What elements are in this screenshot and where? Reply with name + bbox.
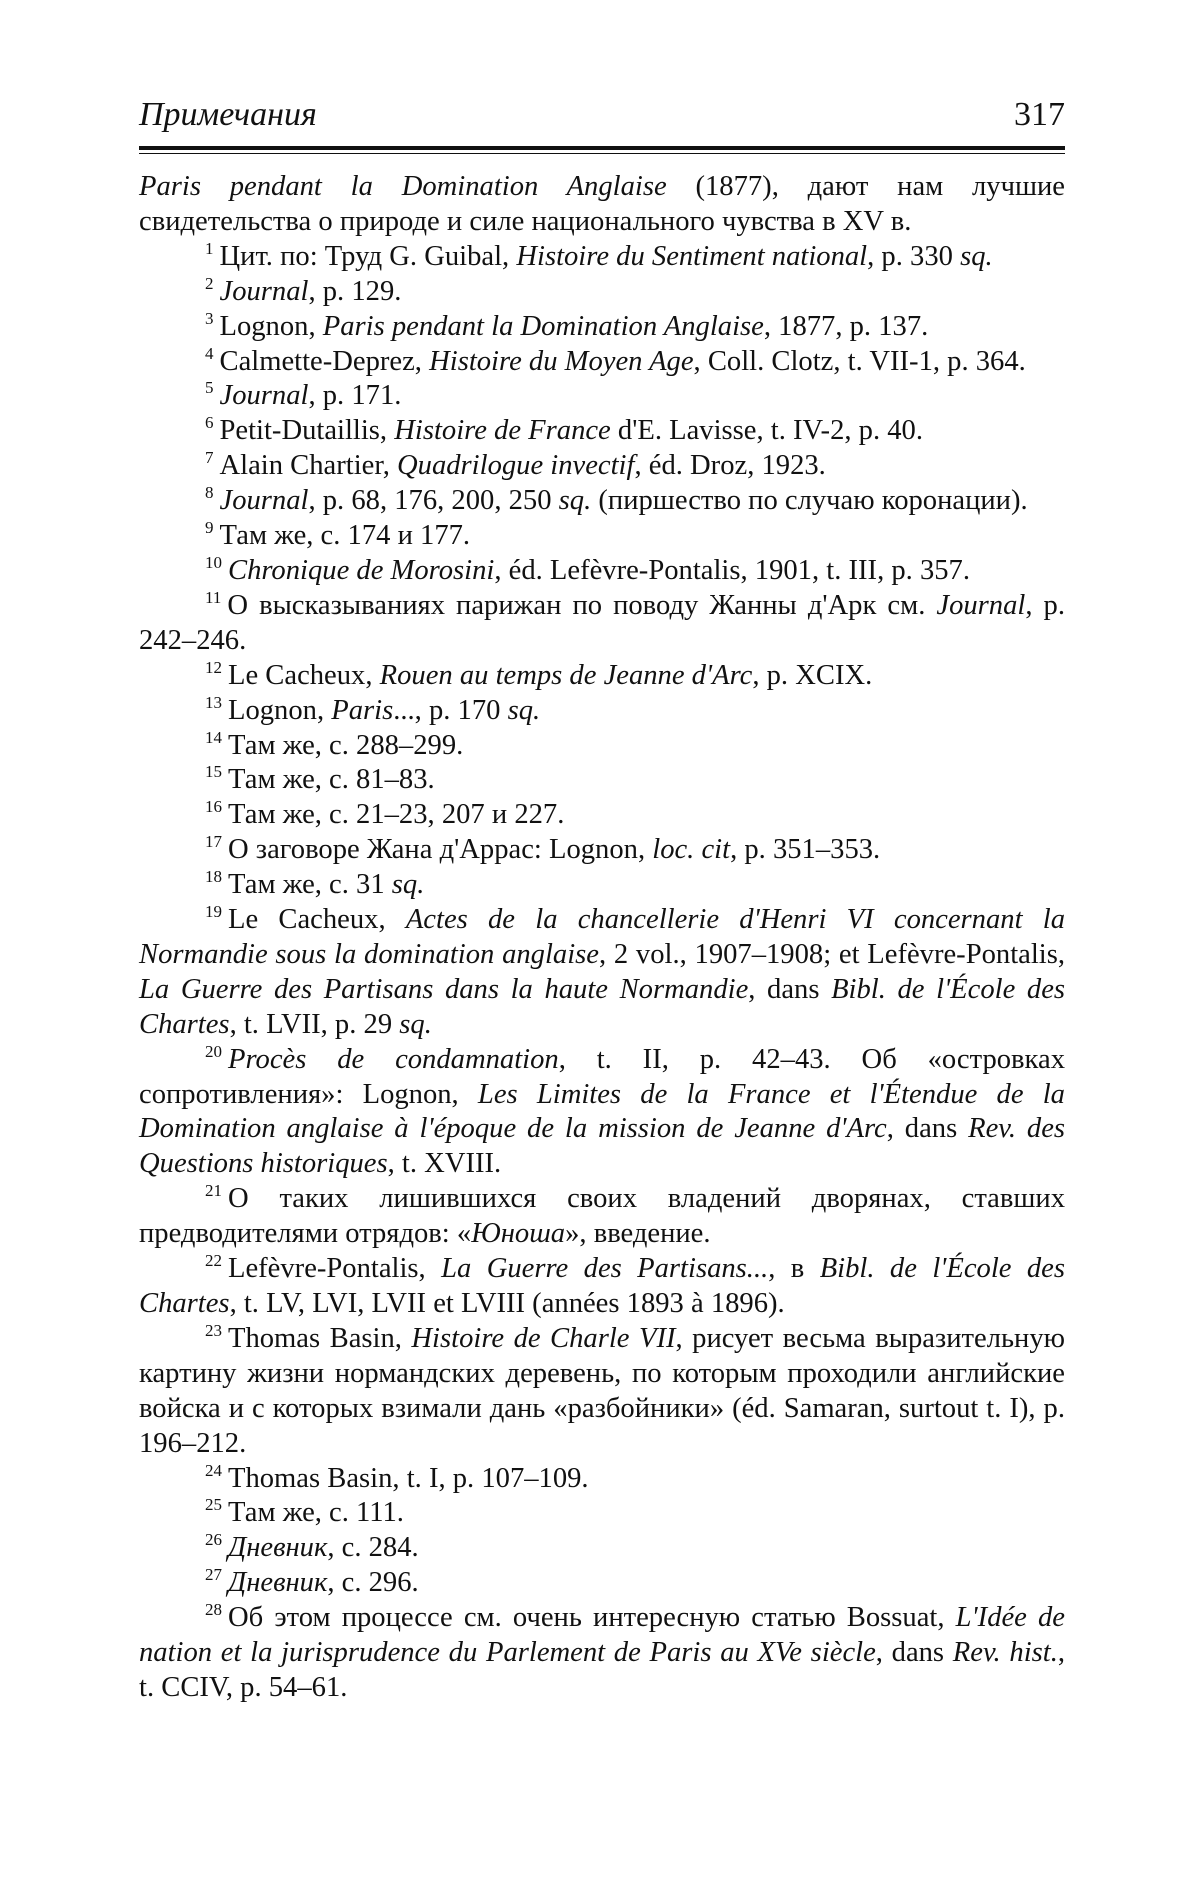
italic-text: Rouen au temps de Jeanne d'Arc (379, 659, 753, 691)
text-segment: Там же, с. 111. (228, 1497, 404, 1529)
footnote-item (139, 868, 1065, 903)
footnote-item (139, 310, 1065, 345)
text-segment: Цит. по: Труд G. Guibal, (219, 240, 517, 272)
italic-text: Chronique de Morosini (228, 554, 495, 586)
footnote-number: 27 (205, 1565, 222, 1585)
footnote-item (139, 763, 1065, 798)
italic-text: Дневник (228, 1532, 328, 1564)
footnote-number: 7 (205, 448, 214, 468)
text-segment: Lefèvre-Pontalis, (228, 1253, 442, 1285)
italic-text: Дневник (228, 1567, 328, 1599)
italic-text: Paris pendant la Domination Anglaise (139, 171, 667, 202)
italic-text: Journal (219, 485, 309, 517)
text-segment: , рисует весьма выразительную картину жизни нормандских деревень, по которым проходили английские войска и с которых взимали дань «разбойники» (éd. Samaran, surtout t. I), p. 196–212. (139, 1322, 1065, 1459)
italic-text: La Guerre des Partisans dans la haute Normandie (139, 973, 749, 1005)
text-segment: Об этом процессе см. очень интересную статью Bossuat, (228, 1602, 956, 1634)
footnote-item (139, 1252, 1065, 1322)
text-segment: , Coll. Clotz, t. VII-1, p. 364. (693, 345, 1026, 377)
text-segment: , t. CCIV, p. 54–61. (139, 1637, 1066, 1703)
text-segment: , p. 171. (308, 380, 402, 412)
italic-text: Bibl. de l'École des Chartes (139, 1253, 1065, 1319)
footnote-number: 21 (205, 1181, 222, 1201)
text-segment: , t. LV, LVI, LVII et LVIII (années 1893 à 1896). (229, 1288, 785, 1319)
text-segment: Calmette-Deprez, (219, 345, 430, 377)
footnote-number: 24 (205, 1460, 222, 1480)
footnote-number: 14 (205, 727, 222, 747)
text-segment: Там же, с. 288–299. (228, 729, 464, 761)
italic-text: Histoire de France (394, 415, 611, 447)
italic-text: Journal (936, 589, 1026, 621)
text-segment: О высказываниях парижан по поводу Жанны д'Арк см. (227, 589, 937, 621)
footnote-item (139, 589, 1065, 659)
text-segment: О заговоре Жана д'Аррас: Lognon, (228, 834, 653, 866)
footnote-item (139, 379, 1065, 414)
footnote-item (139, 1531, 1065, 1566)
text-segment: Там же, с. 31 (228, 869, 392, 901)
text-segment: , dans (886, 1113, 969, 1145)
footnote-number: 23 (205, 1320, 222, 1340)
italic-text: Paris (331, 694, 394, 726)
italic-text: Actes de la chancellerie d'Henri VI concernant la Normandie sous la domination anglaise (139, 904, 1066, 970)
page-header (139, 90, 1065, 150)
running-title: Примечания (139, 96, 317, 133)
footnote-item (139, 1566, 1065, 1601)
text-segment: Le Cacheux, (228, 904, 406, 936)
footnote-item (139, 659, 1065, 694)
italic-text: sq. (558, 485, 592, 517)
footnote-item (139, 798, 1065, 833)
footnote-item (139, 1182, 1065, 1252)
text-segment: d'E. Lavisse, t. IV-2, p. 40. (610, 415, 924, 447)
notes-list (139, 240, 1065, 1706)
footnote-item (139, 903, 1065, 1043)
footnote-number: 4 (205, 343, 214, 363)
text-segment: (пиршество по случаю коронации). (591, 485, 1028, 517)
footnote-number: 18 (205, 867, 222, 887)
footnote-item (139, 414, 1065, 449)
italic-text: Rev. des Questions historiques (139, 1113, 1066, 1180)
text-segment: Там же, с. 81–83. (228, 764, 435, 796)
footnote-item (139, 345, 1065, 380)
text-segment: Thomas Basin, (228, 1322, 412, 1354)
text-segment: , с. 296. (327, 1567, 419, 1599)
italic-text: Quadrilogue invectif (397, 450, 635, 482)
italic-text: Paris pendant la Domination Anglaise (322, 310, 764, 342)
footnote-number: 16 (205, 797, 222, 817)
text-segment: О таких лишившихся своих владений дворянах, ставших предводителями отрядов: « (139, 1183, 1065, 1250)
text-segment: Там же, с. 21–23, 207 и 227. (228, 799, 565, 831)
italic-text: Histoire du Moyen Age (429, 345, 694, 377)
footnote-number: 25 (205, 1495, 222, 1515)
footnote-number: 20 (205, 1041, 222, 1061)
italic-text: L'Idée de nation et la jurisprudence du Parlement de Paris au XVe siècle (139, 1602, 1065, 1669)
italic-text: sq. (960, 240, 993, 272)
footnote-number: 17 (205, 832, 222, 852)
text-segment: , t. LVII, p. 29 (229, 1008, 400, 1040)
text-segment: , p. 129. (308, 275, 402, 307)
footnote-number: 10 (205, 552, 222, 572)
text-segment: , dans (748, 973, 832, 1005)
footnote-number: 28 (205, 1600, 222, 1620)
footnote-item (139, 833, 1065, 868)
text-segment: , éd. Droz, 1923. (634, 450, 826, 482)
footnote-number: 19 (205, 902, 222, 922)
footnote-number: 15 (205, 762, 222, 782)
footnote-item (139, 1496, 1065, 1531)
footnote-item (139, 519, 1065, 554)
footnote-number: 3 (205, 308, 214, 328)
footnote-number: 6 (205, 413, 214, 433)
italic-text: Bibl. de l'École des Chartes (139, 973, 1066, 1040)
italic-text: Histoire de Charle VII (411, 1322, 676, 1354)
footnote-number: 2 (205, 273, 214, 293)
text-segment: Lognon, (228, 694, 332, 726)
text-segment: , 1877, p. 137. (763, 310, 929, 342)
italic-text: Rev. hist. (952, 1637, 1058, 1669)
italic-text: Procès de condamnation (228, 1043, 559, 1075)
text-segment: Petit-Dutaillis, (219, 415, 395, 447)
text-segment: (1877), дают нам лучшие свидетельства о природе и силе национального чувства в XV в. (139, 171, 1065, 237)
italic-text: Journal (219, 275, 309, 307)
text-segment: , dans (875, 1637, 953, 1669)
footnote-item (139, 484, 1065, 519)
text-segment: , 2 vol., 1907–1908; et Lefèvre-Pontalis, (598, 938, 1065, 970)
italic-text: Journal (219, 380, 309, 412)
text-segment: , p. 242–246. (139, 589, 1065, 656)
footnote-number: 9 (205, 518, 214, 538)
footnote-number: 11 (205, 587, 222, 607)
italic-text: sq. (391, 869, 425, 901)
italic-text: loc. cit (652, 834, 731, 866)
footnote-item (139, 1322, 1065, 1462)
footnote-number: 12 (205, 657, 222, 677)
footnote-item (139, 1043, 1065, 1183)
italic-text: sq. (399, 1008, 432, 1040)
italic-text: Histoire du Sentiment national (516, 240, 868, 272)
footnote-item (139, 729, 1065, 764)
footnote-item (139, 1462, 1065, 1497)
text-segment: , t. II, p. 42–43. Об «островках сопротивления»: Lognon, (139, 1043, 1066, 1110)
footnote-number: 5 (205, 378, 214, 398)
footnote-number: 8 (205, 483, 214, 503)
footnote-number: 26 (205, 1530, 222, 1550)
text-segment: , t. XVIII. (387, 1148, 502, 1180)
text-segment: Там же, с. 174 и 177. (219, 520, 471, 552)
footnote-item (139, 694, 1065, 729)
footnote-number: 13 (205, 692, 222, 712)
notes-body (139, 170, 1065, 1706)
text-segment: , p. 330 (867, 240, 961, 272)
footnote-item (139, 449, 1065, 484)
italic-text: Юноша (471, 1218, 566, 1250)
text-segment: ..., p. 170 (393, 694, 508, 726)
footnote-number: 22 (205, 1251, 222, 1271)
text-segment: , éd. Lefèvre-Pontalis, 1901, t. III, p. 357. (494, 554, 970, 586)
header-rule-thin (139, 153, 1065, 154)
text-segment: Alain Chartier, (219, 450, 398, 482)
footnote-item (139, 554, 1065, 589)
intro-paragraph (139, 170, 1065, 240)
footnote-number: 1 (205, 238, 214, 258)
text-segment: , p. XCIX. (752, 659, 873, 691)
header-rule (139, 146, 1065, 150)
page-number: 317 (1014, 96, 1065, 133)
text-segment: Lognon, (219, 310, 323, 342)
footnote-item (139, 275, 1065, 310)
text-segment: , в (768, 1253, 820, 1285)
italic-text: Les Limites de la France et l'Étendue de la Domination anglaise à l'époque de la mission de Jeanne d'Arc (139, 1078, 1065, 1145)
text-segment: , p. 351–353. (730, 834, 881, 866)
italic-text: sq. (507, 694, 541, 726)
italic-text: La Guerre des Partisans... (441, 1253, 769, 1285)
text-segment: », введение. (565, 1218, 711, 1250)
footnote-item (139, 1601, 1065, 1706)
text-segment: , p. 68, 176, 200, 250 (308, 485, 559, 517)
text-segment: Thomas Basin, t. I, p. 107–109. (228, 1462, 589, 1494)
text-segment: , с. 284. (327, 1532, 419, 1564)
footnote-item (139, 240, 1065, 275)
text-segment: Le Cacheux, (228, 659, 380, 691)
